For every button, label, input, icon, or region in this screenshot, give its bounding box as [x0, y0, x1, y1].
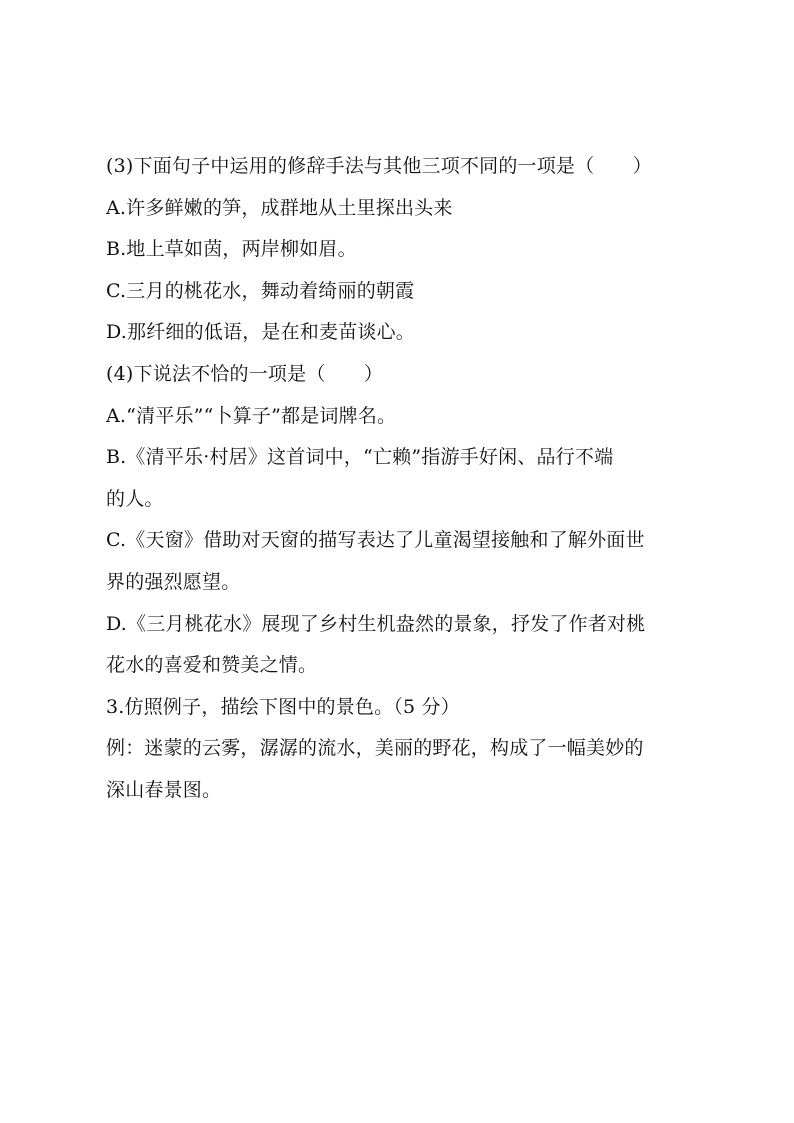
question-5-stem: 3.仿照例子，描绘下图中的景色。（5 分）	[106, 695, 460, 718]
question-4-option-b-line-1: B.《清平乐·村居》这首词中，“亡赖”指游手好闲、品行不端	[106, 446, 614, 469]
question-3-stem: (3)下面句子中运用的修辞手法与其他三项不同的一项是（ ）	[106, 155, 652, 177]
question-4-option-d-line-1: D.《三月桃花水》展现了乡村生机盎然的景象，抒发了作者对桃	[106, 612, 646, 635]
question-3-option-b: B.地上草如茵，两岸柳如眉。	[106, 238, 357, 261]
example-line-2: 深山春景图。	[106, 778, 222, 801]
question-4-stem: (4)下说法不恰的一项是（ ）	[106, 362, 384, 385]
question-4-option-c-line-1: C.《天窗》借助对天窗的描写表达了儿童渴望接触和了解外面世	[106, 529, 645, 552]
question-3-option-c: C.三月的桃花水，舞动着绮丽的朝霞	[106, 279, 415, 302]
question-4-option-d-line-2: 花水的喜爱和赞美之情。	[106, 654, 318, 677]
question-3-option-d: D.那纤细的低语，是在和麦苗谈心。	[106, 321, 415, 344]
document-content	[106, 146, 706, 812]
question-4-option-b-line-2: 的人。	[106, 487, 164, 510]
example-line-1: 例：迷蒙的云雾，潺潺的流水，美丽的野花，构成了一幅美妙的	[106, 737, 644, 760]
question-3-option-a: A.许多鲜嫩的笋，成群地从土里探出头来	[106, 196, 453, 219]
question-4-option-c-line-2: 界的强烈愿望。	[106, 570, 241, 593]
question-4-option-a: A.“清平乐”“卜算子”都是词牌名。	[106, 404, 397, 427]
